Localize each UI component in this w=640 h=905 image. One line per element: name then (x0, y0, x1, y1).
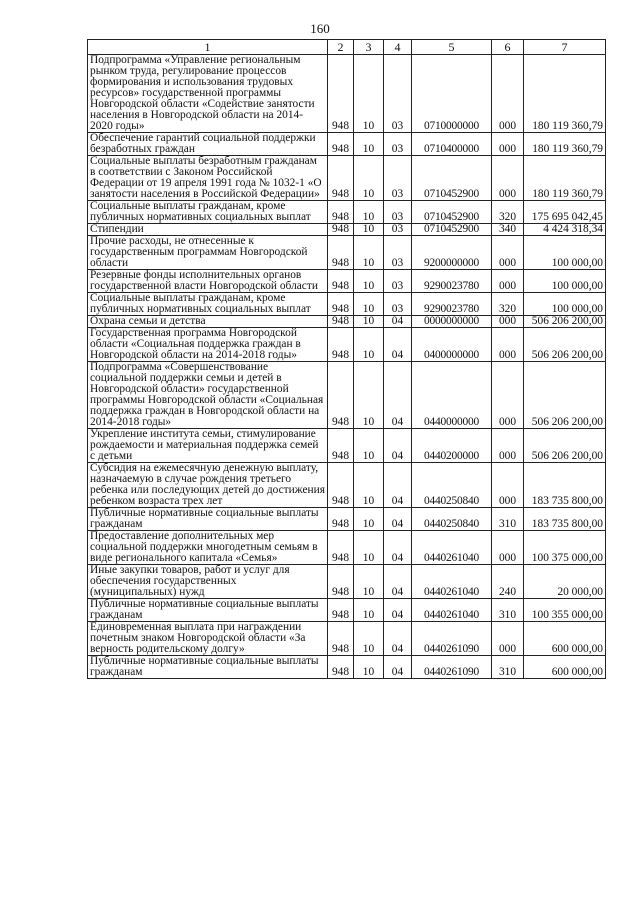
subsection-code: 04 (384, 362, 412, 429)
budget-table (87, 39, 606, 679)
row-name: Социальные выплаты гражданам, кроме публичных нормативных социальных выплат (88, 201, 328, 224)
expense-type-code: 340 (492, 224, 524, 236)
expense-type-code: 000 (492, 531, 524, 565)
table-row (88, 156, 606, 201)
row-name: Стипендии (88, 224, 328, 236)
ministry-code: 948 (328, 224, 354, 236)
subsection-code: 03 (384, 293, 412, 316)
table-row (88, 463, 606, 508)
table-row (88, 236, 606, 270)
expense-type-code: 000 (492, 55, 524, 133)
row-name: Прочие расходы, не отнесенные к государственным программам Новгородской области (88, 236, 328, 270)
table-row (88, 55, 606, 133)
ministry-code: 948 (328, 201, 354, 224)
subsection-code: 03 (384, 236, 412, 270)
amount: 506 206 200,00 (524, 316, 606, 328)
subsection-code: 03 (384, 55, 412, 133)
target-article-code: 0440250840 (412, 508, 492, 531)
target-article-code: 0440261040 (412, 531, 492, 565)
table-row (88, 293, 606, 316)
target-article-code: 0710452900 (412, 201, 492, 224)
amount: 100 000,00 (524, 236, 606, 270)
row-name: Обеспечение гарантий социальной поддержки безработных граждан (88, 133, 328, 156)
subsection-code: 03 (384, 133, 412, 156)
target-article-code: 0440250840 (412, 463, 492, 508)
table-row (88, 201, 606, 224)
amount: 600 000,00 (524, 622, 606, 656)
row-name: Публичные нормативные социальные выплаты гражданам (88, 508, 328, 531)
expense-type-code: 240 (492, 565, 524, 599)
section-code: 10 (354, 201, 384, 224)
target-article-code: 0710400000 (412, 133, 492, 156)
amount: 183 735 800,00 (524, 463, 606, 508)
row-name: Единовременная выплата при награждении почетным знаком Новгородской области «За верность родительскому долгу» (88, 622, 328, 656)
subsection-code: 04 (384, 531, 412, 565)
header-row (88, 40, 606, 55)
ministry-code: 948 (328, 362, 354, 429)
amount: 100 375 000,00 (524, 531, 606, 565)
ministry-code: 948 (328, 531, 354, 565)
expense-type-code: 000 (492, 362, 524, 429)
target-article-code: 9290023780 (412, 270, 492, 293)
table-row (88, 599, 606, 622)
table-row (88, 508, 606, 531)
expense-type-code: 000 (492, 133, 524, 156)
section-code: 10 (354, 429, 384, 463)
amount: 180 119 360,79 (524, 55, 606, 133)
table-row (88, 622, 606, 656)
row-name: Социальные выплаты гражданам, кроме публичных нормативных социальных выплат (88, 293, 328, 316)
target-article-code: 9200000000 (412, 236, 492, 270)
ministry-code: 948 (328, 156, 354, 201)
amount: 183 735 800,00 (524, 508, 606, 531)
row-name: Публичные нормативные социальные выплаты гражданам (88, 656, 328, 679)
section-code: 10 (354, 293, 384, 316)
ministry-code: 948 (328, 133, 354, 156)
subsection-code: 04 (384, 565, 412, 599)
section-code: 10 (354, 508, 384, 531)
column-header: 1 (88, 40, 328, 55)
target-article-code: 0000000000 (412, 316, 492, 328)
table-row (88, 429, 606, 463)
target-article-code: 0440261040 (412, 565, 492, 599)
page-number: 160 (310, 21, 330, 36)
expense-type-code: 310 (492, 656, 524, 679)
target-article-code: 0710452900 (412, 224, 492, 236)
expense-type-code: 310 (492, 599, 524, 622)
column-header: 5 (412, 40, 492, 55)
section-code: 10 (354, 463, 384, 508)
subsection-code: 04 (384, 656, 412, 679)
target-article-code: 0710000000 (412, 55, 492, 133)
table-row (88, 656, 606, 679)
target-article-code: 0440261090 (412, 622, 492, 656)
ministry-code: 948 (328, 55, 354, 133)
amount: 506 206 200,00 (524, 362, 606, 429)
table-row (88, 316, 606, 328)
table-row (88, 270, 606, 293)
subsection-code: 04 (384, 622, 412, 656)
ministry-code: 948 (328, 622, 354, 656)
table-row (88, 565, 606, 599)
subsection-code: 04 (384, 316, 412, 328)
table-row (88, 224, 606, 236)
row-name: Подпрограмма «Управление региональным рынком труда, регулирование процессов формирования и использования трудовых ресурсов» государственной программы Новгородской области «Содействие занятости населения в Новгородской области на 2014-2020 годы» (88, 55, 328, 133)
ministry-code: 948 (328, 656, 354, 679)
row-name: Укрепление института семьи, стимулирование рождаемости и материальная поддержка семей с детьми (88, 429, 328, 463)
ministry-code: 948 (328, 429, 354, 463)
row-name: Иные закупки товаров, работ и услуг для обеспечения государственных (муниципальных) нужд (88, 565, 328, 599)
target-article-code: 0440261090 (412, 656, 492, 679)
section-code: 10 (354, 133, 384, 156)
row-name: Субсидия на ежемесячную денежную выплату, назначаемую в случае рождения третьего ребенка или последующих детей до достижения ребенком возраста трех лет (88, 463, 328, 508)
expense-type-code: 000 (492, 316, 524, 328)
subsection-code: 03 (384, 201, 412, 224)
amount: 4 424 318,34 (524, 224, 606, 236)
section-code: 10 (354, 55, 384, 133)
row-name: Резервные фонды исполнительных органов государственной власти Новгородской области (88, 270, 328, 293)
amount: 600 000,00 (524, 656, 606, 679)
expense-type-code: 310 (492, 508, 524, 531)
ministry-code: 948 (328, 328, 354, 362)
expense-type-code: 320 (492, 201, 524, 224)
row-name: Предоставление дополнительных мер социальной поддержки многодетным семьям в виде регионального капитала «Семья» (88, 531, 328, 565)
section-code: 10 (354, 328, 384, 362)
expense-type-code: 320 (492, 293, 524, 316)
amount: 100 355 000,00 (524, 599, 606, 622)
expense-type-code: 000 (492, 156, 524, 201)
section-code: 10 (354, 622, 384, 656)
section-code: 10 (354, 599, 384, 622)
table-row (88, 328, 606, 362)
section-code: 10 (354, 156, 384, 201)
subsection-code: 03 (384, 156, 412, 201)
ministry-code: 948 (328, 316, 354, 328)
section-code: 10 (354, 316, 384, 328)
amount: 100 000,00 (524, 270, 606, 293)
amount: 506 206 200,00 (524, 328, 606, 362)
row-name: Социальные выплаты безработным гражданам в соответствии с Законом Российской Федерации от 19 апреля 1991 года № 1032-1 «О занятости населения в Российской Федерации» (88, 156, 328, 201)
amount: 506 206 200,00 (524, 429, 606, 463)
ministry-code: 948 (328, 270, 354, 293)
target-article-code: 0440261040 (412, 599, 492, 622)
target-article-code: 9290023780 (412, 293, 492, 316)
subsection-code: 03 (384, 224, 412, 236)
amount: 180 119 360,79 (524, 156, 606, 201)
ministry-code: 948 (328, 565, 354, 599)
subsection-code: 04 (384, 429, 412, 463)
amount: 20 000,00 (524, 565, 606, 599)
column-header: 7 (524, 40, 606, 55)
ministry-code: 948 (328, 293, 354, 316)
table-row (88, 531, 606, 565)
ministry-code: 948 (328, 236, 354, 270)
ministry-code: 948 (328, 599, 354, 622)
target-article-code: 0440000000 (412, 362, 492, 429)
expense-type-code: 000 (492, 429, 524, 463)
table-body (88, 55, 606, 679)
subsection-code: 04 (384, 328, 412, 362)
column-header: 6 (492, 40, 524, 55)
row-name: Государственная программа Новгородской области «Социальная поддержка граждан в Новгородской области на 2014-2018 годы» (88, 328, 328, 362)
subsection-code: 04 (384, 463, 412, 508)
column-header: 3 (354, 40, 384, 55)
target-article-code: 0710452900 (412, 156, 492, 201)
section-code: 10 (354, 236, 384, 270)
amount: 180 119 360,79 (524, 133, 606, 156)
subsection-code: 04 (384, 508, 412, 531)
table-row (88, 362, 606, 429)
target-article-code: 0400000000 (412, 328, 492, 362)
row-name: Охрана семьи и детства (88, 316, 328, 328)
section-code: 10 (354, 362, 384, 429)
section-code: 10 (354, 531, 384, 565)
row-name: Подпрограмма «Совершенствование социальной поддержки семьи и детей в Новгородской области» государственной программы Новгородской области «Социальная поддержка граждан в Новгородской области на 2014-2018 годы» (88, 362, 328, 429)
row-name: Публичные нормативные социальные выплаты гражданам (88, 599, 328, 622)
section-code: 10 (354, 270, 384, 293)
expense-type-code: 000 (492, 622, 524, 656)
ministry-code: 948 (328, 463, 354, 508)
section-code: 10 (354, 656, 384, 679)
section-code: 10 (354, 224, 384, 236)
expense-type-code: 000 (492, 328, 524, 362)
subsection-code: 03 (384, 270, 412, 293)
expense-type-code: 000 (492, 463, 524, 508)
ministry-code: 948 (328, 508, 354, 531)
column-header: 2 (328, 40, 354, 55)
section-code: 10 (354, 565, 384, 599)
column-header: 4 (384, 40, 412, 55)
subsection-code: 04 (384, 599, 412, 622)
target-article-code: 0440200000 (412, 429, 492, 463)
expense-type-code: 000 (492, 270, 524, 293)
expense-type-code: 000 (492, 236, 524, 270)
amount: 100 000,00 (524, 293, 606, 316)
table-row (88, 133, 606, 156)
amount: 175 695 042,45 (524, 201, 606, 224)
